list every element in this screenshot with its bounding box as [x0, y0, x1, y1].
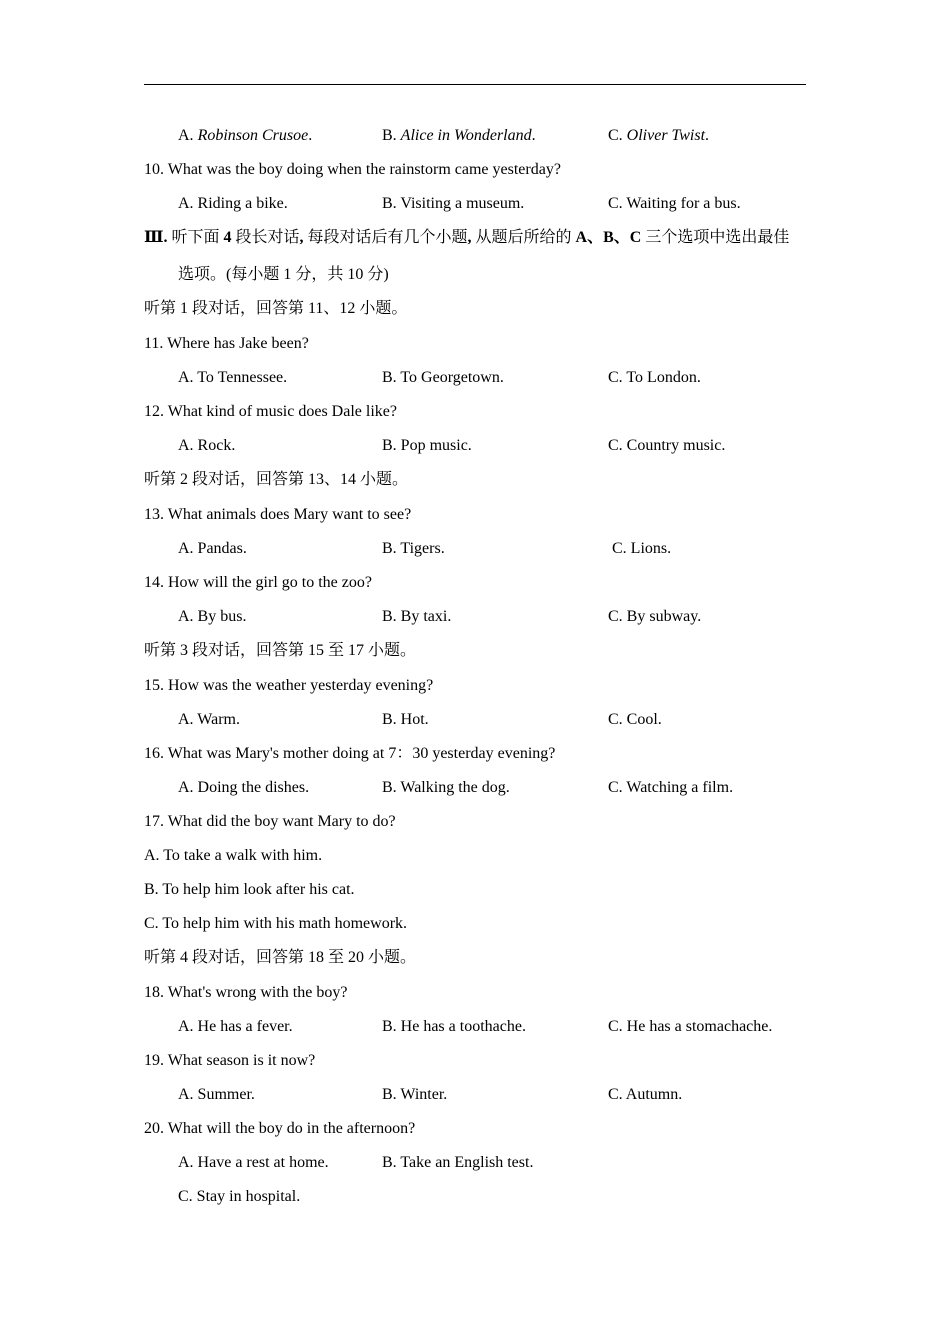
q18-option-a: A. He has a fever. — [178, 1018, 293, 1035]
q9-option-a: A. Robinson Crusoe. — [178, 127, 313, 144]
section3-instruction-line2: 选项。(每小题 1 分，共 10 分) — [178, 266, 389, 283]
q17-option-c: C. To help him with his math homework. — [144, 915, 408, 932]
q13-option-c: C. Lions. — [612, 540, 672, 557]
q17-option-a: A. To take a walk with him. — [144, 847, 323, 864]
q16-option-b: B. Walking the dog. — [382, 779, 510, 796]
q18-option-c: C. He has a stomachache. — [608, 1018, 773, 1035]
q10-stem: 10. What was the boy doing when the rainstorm came yesterday? — [144, 161, 561, 178]
q16-option-a: A. Doing the dishes. — [178, 779, 310, 796]
dialogue-2-heading: 听第 2 段对话，回答第 13、14 小题。 — [144, 471, 409, 488]
q9-option-b: B. Alice in Wonderland. — [382, 127, 536, 144]
q18-stem: 18. What's wrong with the boy? — [144, 984, 348, 1001]
q20-option-a: A. Have a rest at home. — [178, 1154, 329, 1171]
q14-option-a: A. By bus. — [178, 608, 247, 625]
q19-option-a: A. Summer. — [178, 1086, 255, 1103]
q13-stem: 13. What animals does Mary want to see? — [144, 506, 412, 523]
q11-stem: 11. Where has Jake been? — [144, 335, 309, 352]
dialogue-1-heading: 听第 1 段对话，回答第 11、12 小题。 — [144, 300, 408, 317]
q18-option-b: B. He has a toothache. — [382, 1018, 526, 1035]
q16-stem: 16. What was Mary's mother doing at 7：30 yesterday evening? — [144, 745, 556, 762]
q14-option-c: C. By subway. — [608, 608, 702, 625]
q20-option-b: B. Take an English test. — [382, 1154, 534, 1171]
q12-stem: 12. What kind of music does Dale like? — [144, 403, 397, 420]
q13-option-a: A. Pandas. — [178, 540, 247, 557]
q19-option-c: C. Autumn. — [608, 1086, 683, 1103]
q11-option-a: A. To Tennessee. — [178, 369, 288, 386]
q11-option-c: C. To London. — [608, 369, 701, 386]
q17-stem: 17. What did the boy want Mary to do? — [144, 813, 396, 830]
q19-stem: 19. What season is it now? — [144, 1052, 316, 1069]
q17-option-b: B. To help him look after his cat. — [144, 881, 355, 898]
section3-instruction: Ⅲ. 听下面 4 段长对话, 每段对话后有几个小题, 从题后所给的 A、B、C 三个选项中选出最佳 — [144, 229, 790, 246]
q10-option-b: B. Visiting a museum. — [382, 195, 525, 212]
q20-stem: 20. What will the boy do in the afternoon? — [144, 1120, 416, 1137]
q14-stem: 14. How will the girl go to the zoo? — [144, 574, 372, 591]
q16-option-c: C. Watching a film. — [608, 779, 734, 796]
q10-option-c: C. Waiting for a bus. — [608, 195, 741, 212]
q13-option-b: B. Tigers. — [382, 540, 445, 557]
q15-option-c: C. Cool. — [608, 711, 662, 728]
q14-option-b: B. By taxi. — [382, 608, 452, 625]
q10-option-a: A. Riding a bike. — [178, 195, 288, 212]
dialogue-3-heading: 听第 3 段对话，回答第 15 至 17 小题。 — [144, 642, 417, 659]
q12-option-a: A. Rock. — [178, 437, 236, 454]
q9-option-c: C. Oliver Twist. — [608, 127, 710, 144]
dialogue-4-heading: 听第 4 段对话，回答第 18 至 20 小题。 — [144, 949, 417, 966]
header-rule — [144, 84, 806, 85]
q11-option-b: B. To Georgetown. — [382, 369, 504, 386]
q19-option-b: B. Winter. — [382, 1086, 448, 1103]
q15-option-b: B. Hot. — [382, 711, 429, 728]
q15-option-a: A. Warm. — [178, 711, 240, 728]
q12-option-b: B. Pop music. — [382, 437, 472, 454]
q15-stem: 15. How was the weather yesterday evening? — [144, 677, 434, 694]
q12-option-c: C. Country music. — [608, 437, 726, 454]
q20-option-c: C. Stay in hospital. — [178, 1188, 301, 1205]
